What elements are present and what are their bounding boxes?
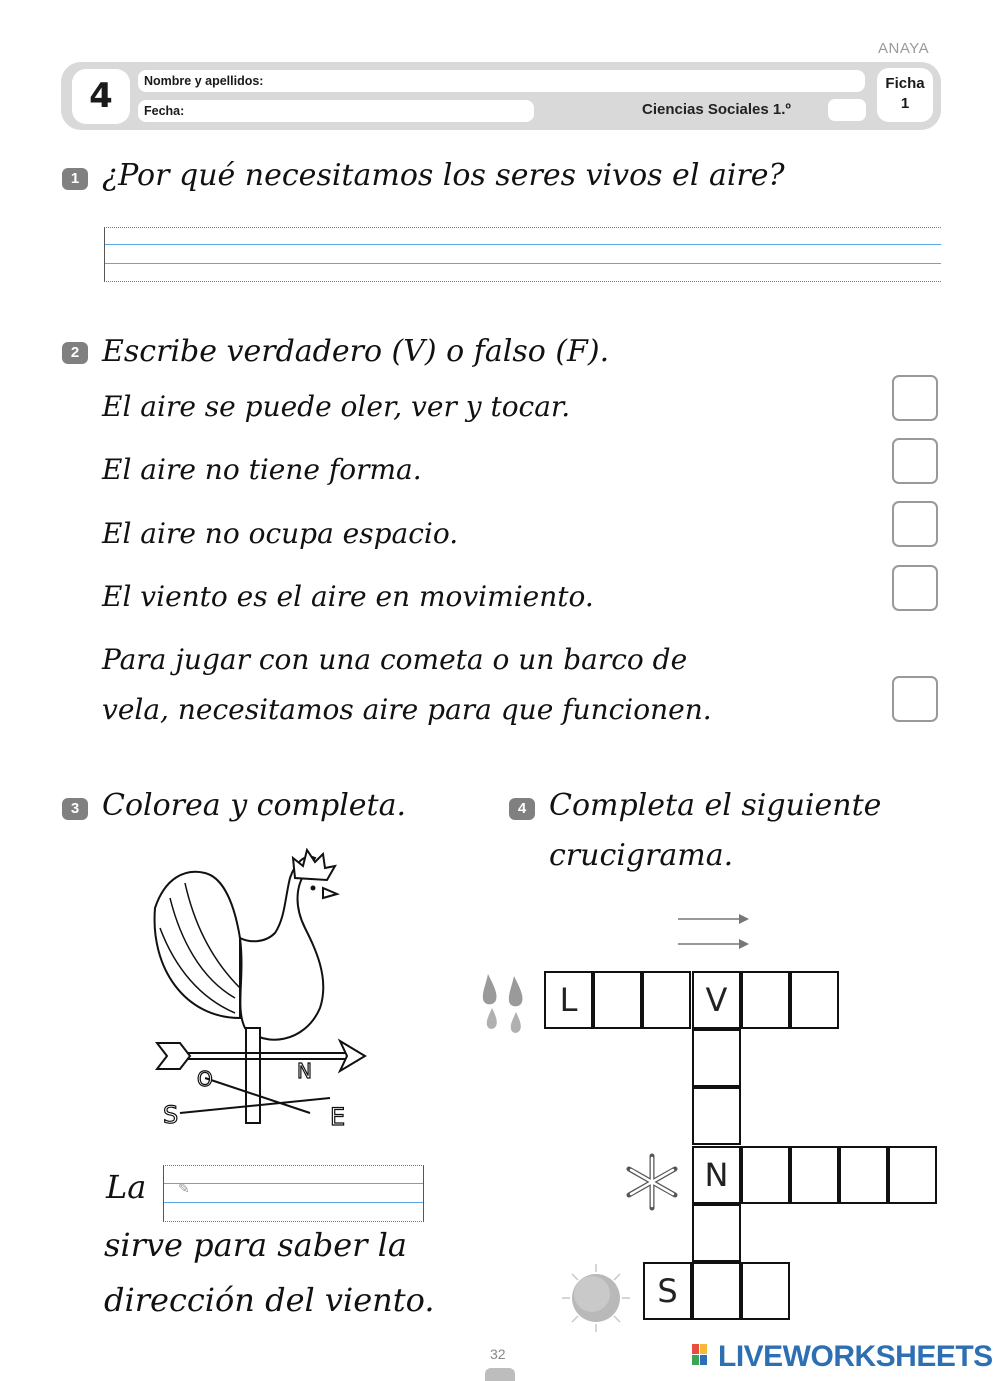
page-number: 32 [490, 1346, 506, 1362]
crossword-cell[interactable] [593, 971, 642, 1029]
liveworksheets-watermark: LIVEWORKSHEETS [718, 1340, 993, 1373]
date-label: Fecha: [144, 104, 185, 118]
statement-5-line2: vela, necesitamos aire para que funcionen. [102, 693, 712, 726]
page-tab [485, 1368, 515, 1381]
statement-2: El aire no tiene forma. [102, 453, 422, 486]
pencil-icon: ✎ [178, 1181, 190, 1197]
question-4-number: 4 [509, 798, 535, 820]
compass-east: E [330, 1103, 346, 1131]
crossword-cell[interactable] [692, 1029, 741, 1087]
crossword-cell-s[interactable]: S [643, 1262, 692, 1320]
publisher-brand: ANAYA [878, 40, 930, 57]
q3-sentence-start: La [106, 1168, 147, 1206]
question-4-text-line2: crucigrama. [549, 838, 734, 873]
compass-south: S [163, 1101, 179, 1129]
unit-number: 4 [72, 69, 130, 124]
liveworksheets-logo-icon [692, 1344, 716, 1366]
q3-sentence-line3: dirección del viento. [104, 1281, 435, 1319]
subject-label: Ciencias Sociales 1.º [642, 101, 791, 118]
question-1-number: 1 [62, 168, 88, 190]
ficha-number: 1 [900, 95, 910, 112]
crossword-cell-n[interactable]: N [692, 1146, 741, 1204]
crossword-cell[interactable] [741, 1262, 790, 1320]
compass-north: N [297, 1059, 312, 1083]
name-label: Nombre y apellidos: [144, 74, 264, 88]
compass-west: O [197, 1067, 213, 1091]
crossword-cell[interactable] [692, 1087, 741, 1145]
q3-sentence-line2: sirve para saber la [104, 1226, 407, 1264]
question-2-text: Escribe verdadero (V) o falso (F). [102, 334, 610, 369]
question-4-text-line1: Completa el siguiente [549, 788, 882, 823]
statement-5-line1: Para jugar con una cometa o un barco de [102, 643, 688, 676]
statement-4: El viento es el aire en movimiento. [102, 580, 594, 613]
question-3-number: 3 [62, 798, 88, 820]
crossword-cell[interactable] [888, 1146, 937, 1204]
crossword-cell[interactable] [790, 1146, 839, 1204]
statement-3: El aire no ocupa espacio. [102, 517, 459, 550]
statement-1: El aire se puede oler, ver y tocar. [102, 390, 571, 423]
question-3-text: Colorea y completa. [102, 788, 407, 823]
question-2-number: 2 [62, 342, 88, 364]
ficha-label: Ficha [885, 75, 925, 92]
crossword-cell[interactable] [790, 971, 839, 1029]
crossword-cell[interactable] [692, 1262, 741, 1320]
crossword-cell[interactable] [642, 971, 691, 1029]
crossword-cell-l[interactable]: L [544, 971, 593, 1029]
crossword-cell[interactable] [839, 1146, 888, 1204]
crossword-cell-v[interactable]: V [692, 971, 741, 1029]
crossword-cell[interactable] [741, 971, 790, 1029]
crossword-cell[interactable] [692, 1204, 741, 1262]
question-1-text: ¿Por qué necesitamos los seres vivos el aire? [102, 158, 785, 193]
crossword-cell[interactable] [741, 1146, 790, 1204]
